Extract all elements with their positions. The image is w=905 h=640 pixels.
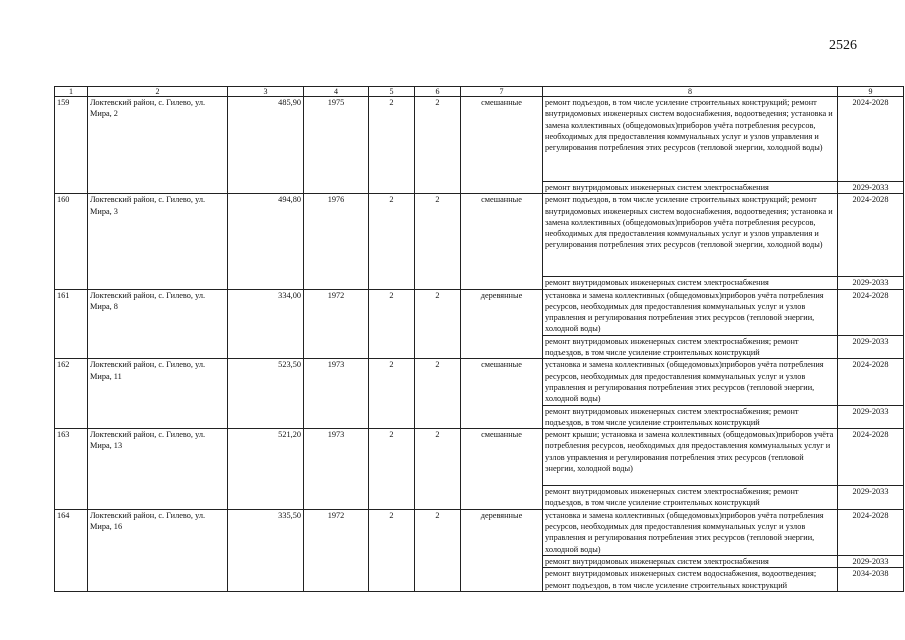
record-area: 485,90 [228,97,304,194]
table-row [55,97,904,182]
record-area: 494,80 [228,194,304,289]
header-cell: 7 [461,87,543,97]
record-walls: смешанные [461,194,543,289]
record-walls: деревянные [461,509,543,591]
record-floors: 2 [369,97,415,194]
record-year: 1976 [304,194,369,289]
work-description: ремонт внутридомовых инженерных систем электроснабжения [543,182,838,194]
record-area: 523,50 [228,359,304,429]
work-description: ремонт внутридомовых инженерных систем электроснабжения; ремонт подъездов, в том числе усиление строительных конструкций [543,486,838,510]
record-number: 161 [55,289,88,359]
record-floors: 2 [369,289,415,359]
header-cell: 3 [228,87,304,97]
work-description: ремонт внутридомовых инженерных систем электроснабжения [543,277,838,289]
header-cell: 2 [88,87,228,97]
work-period: 2029-2033 [838,555,904,567]
table-row [55,429,904,486]
table-row [55,509,904,555]
record-entrances: 2 [415,359,461,429]
record-number: 160 [55,194,88,289]
work-period: 2029-2033 [838,486,904,510]
work-period: 2024-2028 [838,289,904,335]
table-row [55,289,904,335]
header-row [55,87,904,97]
work-description: ремонт внутридомовых инженерных систем электроснабжения; ремонт подъездов, в том числе усиление строительных конструкций [543,405,838,429]
work-description: ремонт внутридомовых инженерных систем электроснабжения; ремонт подъездов, в том числе усиление строительных конструкций [543,335,838,359]
work-description: установка и замена коллективных (общедомовых)приборов учёта потребления ресурсов, необходимых для предоставления коммунальных услуг и узлов управления и регулирования потребления этих ресурсов (тепловой энергии, холодной воды) [543,509,838,555]
record-year: 1975 [304,97,369,194]
work-period: 2029-2033 [838,182,904,194]
work-period: 2024-2028 [838,359,904,405]
work-description: ремонт подъездов, в том числе усиление строительных конструкций; ремонт внутридомовых инженерных систем водоснабжения, водоотведения; установка и замена коллективных (общедомовых)приборов учёта потребления ресурсов, необходимых для предоставления коммунальных услуг и узлов управления и регулирования потребления этих ресурсов (тепловой энергии, холодной воды) [543,97,838,182]
work-period: 2024-2028 [838,429,904,486]
work-description: ремонт подъездов, в том числе усиление строительных конструкций; ремонт внутридомовых инженерных систем водоснабжения, водоотведения; установка и замена коллективных (общедомовых)приборов учёта потребления ресурсов, необходимых для предоставления коммунальных услуг и узлов управления и регулирования потребления этих ресурсов (тепловой энергии, холодной воды) [543,194,838,277]
table-row [55,194,904,277]
record-walls: смешанные [461,429,543,510]
header-cell: 4 [304,87,369,97]
capital-repair-table [54,86,904,592]
record-address: Локтевский район, с. Гилево, ул. Мира, 16 [88,509,228,591]
work-period: 2029-2033 [838,335,904,359]
record-year: 1973 [304,429,369,510]
record-address: Локтевский район, с. Гилево, ул. Мира, 2 [88,97,228,194]
record-entrances: 2 [415,97,461,194]
record-number: 164 [55,509,88,591]
record-area: 521,20 [228,429,304,510]
record-walls: смешанные [461,97,543,194]
work-period: 2024-2028 [838,97,904,182]
work-description: ремонт внутридомовых инженерных систем электроснабжения [543,555,838,567]
record-entrances: 2 [415,289,461,359]
header-cell: 8 [543,87,838,97]
record-walls: смешанные [461,359,543,429]
work-period: 2024-2028 [838,509,904,555]
work-period: 2024-2028 [838,194,904,277]
work-description: установка и замена коллективных (общедомовых)приборов учёта потребления ресурсов, необходимых для предоставления коммунальных услуг и узлов управления и регулирования потребления этих ресурсов (тепловой энергии, холодной воды) [543,359,838,405]
work-period: 2029-2033 [838,405,904,429]
record-floors: 2 [369,359,415,429]
record-year: 1972 [304,509,369,591]
record-floors: 2 [369,509,415,591]
page-number: 2526 [829,38,857,53]
record-area: 334,00 [228,289,304,359]
work-period: 2034-2038 [838,568,904,592]
record-entrances: 2 [415,509,461,591]
header-cell: 9 [838,87,904,97]
record-address: Локтевский район, с. Гилево, ул. Мира, 11 [88,359,228,429]
work-period: 2029-2033 [838,277,904,289]
record-entrances: 2 [415,429,461,510]
record-address: Локтевский район, с. Гилево, ул. Мира, 8 [88,289,228,359]
record-floors: 2 [369,194,415,289]
table-row [55,359,904,405]
work-description: установка и замена коллективных (общедомовых)приборов учёта потребления ресурсов, необходимых для предоставления коммунальных услуг и узлов управления и регулирования потребления этих ресурсов (тепловой энергии, холодной воды) [543,289,838,335]
record-number: 162 [55,359,88,429]
record-year: 1972 [304,289,369,359]
record-number: 159 [55,97,88,194]
record-floors: 2 [369,429,415,510]
record-address: Локтевский район, с. Гилево, ул. Мира, 3 [88,194,228,289]
header-cell: 5 [369,87,415,97]
record-address: Локтевский район, с. Гилево, ул. Мира, 13 [88,429,228,510]
record-year: 1973 [304,359,369,429]
work-description: ремонт крыши; установка и замена коллективных (общедомовых)приборов учёта потребления ресурсов, необходимых для предоставления коммунальных услуг и узлов управления и регулирования потребления этих ресурсов (тепловой энергии, холодной воды) [543,429,838,486]
header-cell: 1 [55,87,88,97]
header-cell: 6 [415,87,461,97]
work-description: ремонт внутридомовых инженерных систем водоснабжения, водоотведения; ремонт подъездов, в том числе усиление строительных конструкций [543,568,838,592]
record-walls: деревянные [461,289,543,359]
record-area: 335,50 [228,509,304,591]
record-number: 163 [55,429,88,510]
record-entrances: 2 [415,194,461,289]
